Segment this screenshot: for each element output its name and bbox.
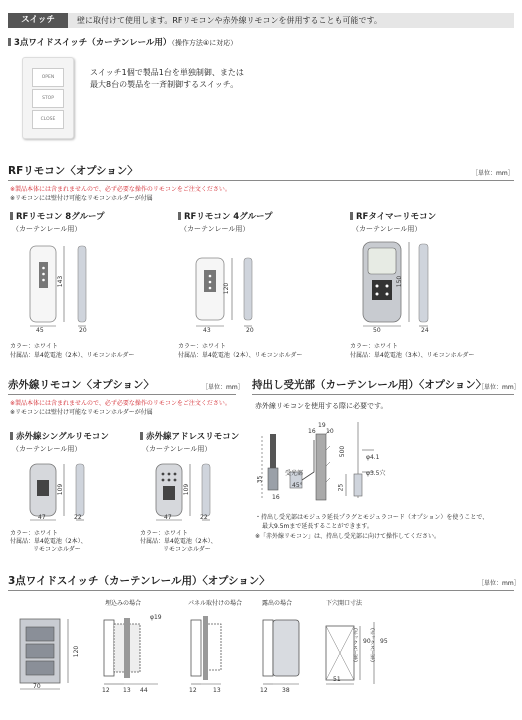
flush-dim-c: 44 [140,687,148,694]
rf-remote-4-drawing [188,250,268,340]
switch-button-stop: STOP [32,89,64,108]
flush-dim-b: 13 [123,687,131,694]
rf-product-2-title [178,212,273,223]
switch-tag: スイッチ [8,13,68,28]
wide-switch-flush-drawing [98,610,173,690]
ir-product-2-dim-w: 47 [164,514,172,521]
receiver-drawing [250,420,514,510]
switch-subtitle-note: （操作方法④に対応） [171,39,238,47]
cutout-dim-h2: 95 [380,638,388,645]
ir-note-red: ※製品本体には含まれませんので、必ず必要な操作のリモコンをご注文ください。 [10,400,231,407]
ir-product-1-dim-h: 109 [57,483,65,496]
ir-product-1-dim-d: 22 [74,514,82,521]
rf-product-1-dim-d: 20 [79,327,87,334]
rf-product-2-sub: （カーテンレール用） [180,225,250,233]
receiver-intro: 赤外線リモコンを使用する際に必要です。 [255,402,388,410]
rf-product-3-accessory: 付属品：単4乾電池（3本）、リモコンホルダー [350,352,475,359]
ir-product-2-sub: （カーテンレール用） [142,445,212,453]
rf-note-holder: ※リモコンには壁付け可能なリモコンホルダーが付属 [10,195,153,202]
subtitle-marker [10,432,13,440]
ir-product-2-dim-h: 109 [183,483,191,496]
ir-product-2-name: 赤外線アドレスリモコン [146,432,240,442]
switch-button-close: CLOSE [32,110,64,129]
rf-product-1-accessory: 付属品：単4乾電池（2本）、リモコンホルダー [10,352,135,359]
rf-product-1-name: RFリモコン 8グループ [16,212,105,222]
ir-divider [8,394,236,395]
wide-switch-unit: ［単位：mm］ [478,580,520,587]
rf-product-3-dim-h: 150 [396,275,404,288]
receiver-label: 受光部 [285,470,304,477]
subtitle-marker [140,432,143,440]
rf-product-3-dim-w: 50 [373,327,381,334]
ir-section-title: 赤外線リモコン〈オプション〉 [8,379,155,391]
rf-product-1-title [10,212,105,223]
rf-remote-8-drawing [20,238,100,338]
receiver-divider [252,394,514,395]
rf-product-2-dim-w: 43 [203,327,211,334]
switch-subtitle-wrap [8,38,237,49]
rf-note-red: ※製品本体には含まれませんので、必ず必要な操作のリモコンをご注文ください。 [10,186,231,193]
flush-dim-phi: φ19 [150,614,162,621]
wide-switch-panel-drawing [185,610,245,690]
rf-product-1-dim-w: 45 [36,327,44,334]
rf-product-3-color: カラー：ホワイト [350,343,398,350]
rf-product-2-dim-h: 120 [223,282,231,295]
receiver-unit: ［単位：mm］ [478,384,520,391]
switch-button-open: OPEN [32,68,64,87]
receiver-dim-41: φ4.1 [366,454,380,461]
receiver-note-2: 最大9.5mまで延長することができます。 [262,523,373,530]
rf-product-1-sub: （カーテンレール用） [12,225,82,233]
front-dim-w: 70 [33,683,41,690]
rf-product-2-dim-d: 20 [246,327,254,334]
cutout-dim-h1-note: (ボックス工事) [352,628,358,662]
rf-product-3-title [350,212,436,223]
ir-product-2-accessory-1: 付属品：単4乾電池（2本）、 [140,538,217,545]
ir-product-1-color: カラー：ホワイト [10,530,58,537]
flush-dim-a: 12 [102,687,110,694]
panel-dim-b: 13 [213,687,221,694]
switch-body-line-1: スイッチ1個で製品1台を単独制御、または [90,68,244,77]
ir-product-2-dim-d: 22 [200,514,208,521]
rf-unit: ［単位：mm］ [472,170,514,177]
rf-product-2-name: RFリモコン 4グループ [184,212,273,222]
wide-switch-section-title: 3点ワイドスイッチ（カーテンレール用）〈オプション〉 [8,575,270,587]
receiver-dim-35: 35 [256,475,264,484]
view-flush-label: 埋込みの場合 [105,600,142,607]
cutout-dim-w: 51 [333,676,341,683]
wide-switch-exposed-drawing [255,610,315,690]
exposed-dim-a: 12 [260,687,268,694]
ir-product-1-sub: （カーテンレール用） [12,445,82,453]
receiver-note-3: ※「赤外線リモコン」は、持出し受光部に向けて操作してください。 [255,533,441,540]
ir-product-1-dim-w: 47 [38,514,46,521]
rf-product-3-name: RFタイマーリモコン [356,212,437,222]
ir-product-1-name: 赤外線シングルリモコン [16,432,109,442]
receiver-dim-16: 16 [308,428,316,435]
ir-product-1-accessory-1: 付属品：単4乾電池（2本）、 [10,538,87,545]
receiver-dim-19: 19 [318,422,326,429]
rf-product-2-color: カラー：ホワイト [178,343,226,350]
rf-product-3-dim-d: 24 [421,327,429,334]
cutout-dim-h1: 90 [363,638,371,645]
receiver-note-1: ・持出し受光部はモジュラ延長プラグとモジュラコード（オプション）を使うことで、 [255,514,489,521]
ir-note-holder: ※リモコンには壁付け可能なリモコンホルダーが付属 [10,409,153,416]
receiver-dim-500: 500 [339,445,347,458]
receiver-dim-25: 25 [337,483,345,492]
ir-product-2-accessory-2: リモコンホルダー [163,546,211,553]
ir-product-2-title [140,432,239,443]
panel-dim-a: 12 [189,687,197,694]
ir-product-1-accessory-2: リモコンホルダー [33,546,81,553]
receiver-dim-10: 10 [326,428,334,435]
receiver-dim-deg: 45° [292,482,303,489]
subtitle-marker [10,212,13,220]
switch-subtitle: 3点ワイドスイッチ（カーテンレール用） [14,38,172,48]
receiver-dim-35hole: φ3.5穴 [366,470,386,477]
subtitle-marker [178,212,181,220]
switch-description: 壁に取付けて使用します。RFリモコンや赤外線リモコンを併用することも可能です。 [77,16,382,25]
cutout-dim-h2-note: (ボックス工事) [369,628,375,662]
switch-body-line-2: 最大8台の製品を一斉制御するスイッチ。 [90,80,239,89]
view-panel-label: パネル取付けの場合 [188,600,243,607]
view-exposed-label: 露出の場合 [262,600,293,607]
rf-product-2-accessory: 付属品：単4乾電池（2本）、リモコンホルダー [178,352,303,359]
subtitle-marker [350,212,353,220]
wide-switch-cutout-drawing [318,610,398,690]
receiver-section-title: 持出し受光部（カーテンレール用）〈オプション〉 [252,379,487,391]
rf-divider [8,180,514,181]
ir-unit: ［単位：mm］ [202,384,244,391]
rf-product-1-dim-h: 143 [57,275,65,288]
subtitle-marker [8,38,11,46]
view-cutout-label: 下穴開口寸法 [326,600,363,607]
wide-switch-divider [8,590,514,591]
rf-product-3-sub: （カーテンレール用） [352,225,422,233]
ir-product-2-color: カラー：ホワイト [140,530,188,537]
rf-section-title: RFリモコン〈オプション〉 [8,165,138,177]
switch-photo [22,57,74,139]
ir-product-1-title [10,432,109,443]
receiver-dim-16b: 16 [272,494,280,501]
rf-product-1-color: カラー：ホワイト [10,343,58,350]
front-dim-h: 120 [73,645,81,658]
exposed-dim-b: 38 [282,687,290,694]
